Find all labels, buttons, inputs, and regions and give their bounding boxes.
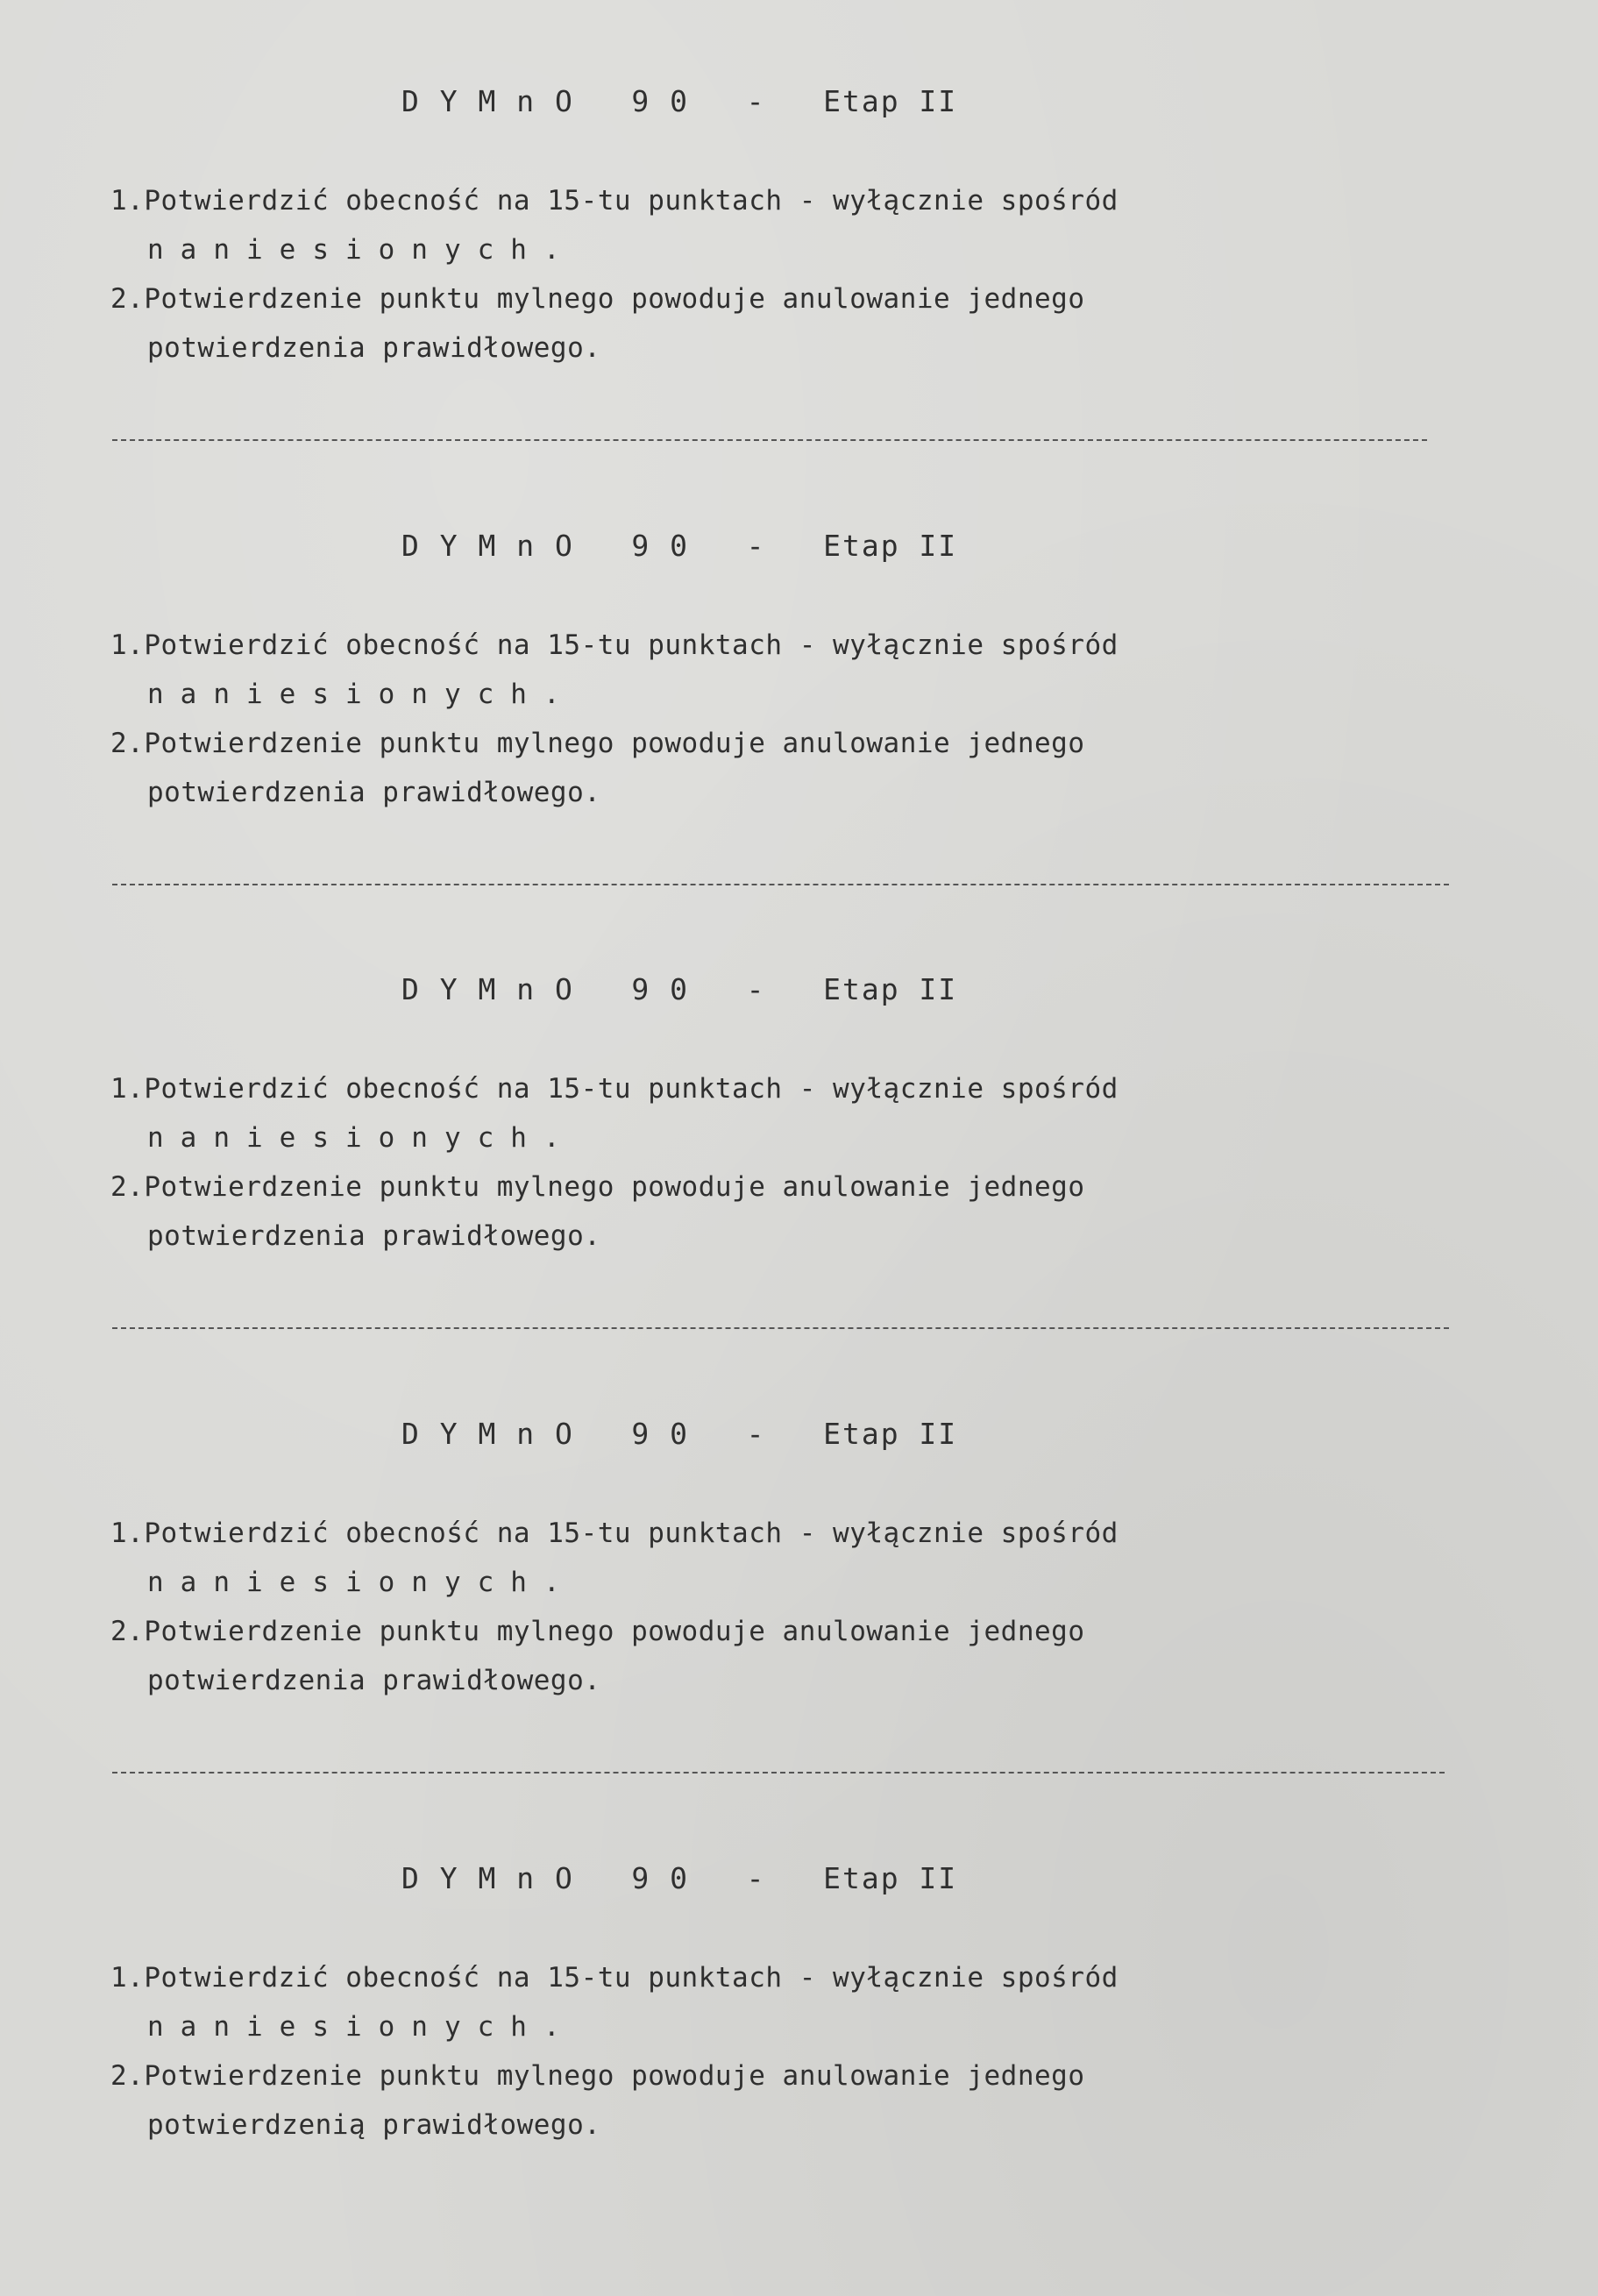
rule-2-line-1: 2.Potwierdzenie punktu mylnego powoduje anulowanie jednego: [110, 283, 1085, 315]
rule-1-line-2: naniesionych.: [147, 1567, 577, 1598]
rule-1-line-1: 1.Potwierdzić obecność na 15-tu punktach - wyłącznie spośród: [110, 1518, 1119, 1549]
rule-1-line-2: naniesionych.: [147, 679, 577, 710]
cut-line-divider: [112, 1327, 1449, 1329]
rule-2-line-1: 2.Potwierdzenie punktu mylnego powoduje anulowanie jednego: [110, 728, 1085, 759]
instruction-block-1: [0, 0, 1598, 444]
rule-2-line-2: potwierdzenią prawidłowego.: [147, 2109, 601, 2141]
rule-2-line-1: 2.Potwierdzenie punktu mylnego powoduje anulowanie jednego: [110, 2060, 1085, 2092]
instruction-block-2: [0, 444, 1598, 889]
rule-1-line-1: 1.Potwierdzić obecność na 15-tu punktach - wyłącznie spośród: [110, 185, 1119, 217]
rule-2-line-2: potwierdzenia prawidłowego.: [147, 1665, 601, 1696]
block-title: D Y M n O 9 0 - Etap II: [401, 529, 958, 563]
cut-line-divider: [112, 439, 1427, 441]
cut-line-divider: [112, 884, 1449, 885]
instruction-block-5: [0, 1777, 1598, 2221]
rule-1-line-2: naniesionych.: [147, 1122, 577, 1154]
rule-2-line-1: 2.Potwierdzenie punktu mylnego powoduje anulowanie jednego: [110, 1171, 1085, 1203]
rule-2-line-2: potwierdzenia prawidłowego.: [147, 777, 601, 808]
instruction-block-4: [0, 1333, 1598, 1777]
rule-1-line-2: naniesionych.: [147, 234, 577, 266]
cut-line-divider: [112, 1772, 1445, 1774]
rule-1-line-1: 1.Potwierdzić obecność na 15-tu punktach - wyłącznie spośród: [110, 1073, 1119, 1105]
instruction-block-3: [0, 888, 1598, 1333]
block-title: D Y M n O 9 0 - Etap II: [401, 1417, 958, 1451]
block-title: D Y M n O 9 0 - Etap II: [401, 972, 958, 1006]
rule-2-line-2: potwierdzenia prawidłowego.: [147, 332, 601, 364]
rule-2-line-2: potwierdzenia prawidłowego.: [147, 1220, 601, 1252]
rule-1-line-1: 1.Potwierdzić obecność na 15-tu punktach - wyłącznie spośród: [110, 629, 1119, 661]
rule-1-line-1: 1.Potwierdzić obecność na 15-tu punktach - wyłącznie spośród: [110, 1962, 1119, 1994]
rule-2-line-1: 2.Potwierdzenie punktu mylnego powoduje anulowanie jednego: [110, 1616, 1085, 1647]
rule-1-line-2: naniesionych.: [147, 2011, 577, 2043]
block-title: D Y M n O 9 0 - Etap II: [401, 1861, 958, 1895]
block-title: D Y M n O 9 0 - Etap II: [401, 84, 958, 118]
